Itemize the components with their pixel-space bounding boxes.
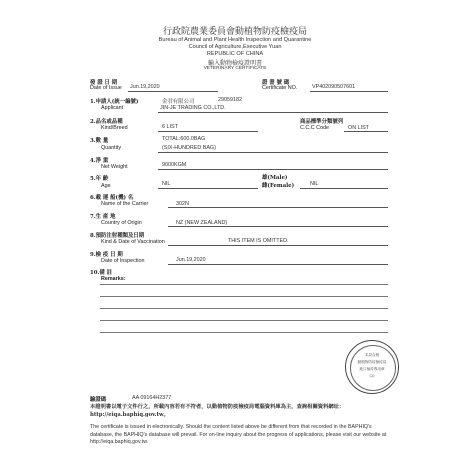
official-seal: [345, 340, 399, 394]
carrier-underline: [168, 207, 388, 208]
kind-label-en: Kind/Breed: [101, 125, 128, 131]
origin-label-cn: 7.生 產 地: [90, 214, 116, 220]
applicant-name-cn: 金君有限公司: [162, 99, 195, 105]
footer-note-en: The certificate is issued in electronically. Should the content listed above be different from that recorded in the BAPHIQ's database, the BAPHIQ's database will prevail. For on-line inquiry about the progress of applications, please visit our website at http://eiqa.baphiq.gov.tw.: [90, 424, 387, 446]
council-title-en: Council of Agriculture,Executive Yuan: [188, 44, 282, 50]
vaccination-value: THIS ITEM IS OMITTED.: [228, 238, 289, 244]
kind-label-cn: 2.品名或品種: [90, 119, 123, 125]
cert-no-label-en: Certificate NO.: [262, 85, 298, 91]
applicant-label-cn: 1.申請人(統一編號): [90, 99, 139, 105]
issue-date-label-cn: 發 證 日 期: [90, 80, 118, 86]
male-label: 雄(Male): [262, 175, 288, 181]
issue-date-label-en: Date of Issue: [90, 85, 122, 91]
origin-label-en: Country of Origin: [101, 220, 142, 226]
cert-no-label-cn: 證 書 號 碼: [262, 80, 290, 86]
country-title-en: REPUBLIC OF CHINA: [206, 51, 264, 57]
sex-value: NIL: [310, 181, 319, 187]
age-value: NIL: [162, 181, 171, 187]
origin-underline: [168, 226, 388, 227]
remarks-label-en: Remarks:: [101, 276, 126, 282]
inspection-underline: [168, 264, 388, 265]
vaccination-label-en: Kind & Date of Vaccination: [101, 239, 165, 245]
footer-note-cn: 本證明書以電子文件行之，所載內容若有不符者，以動植物防疫檢疫局電腦資料庫為主，查詢相關資料網址：http://eiqa.baphiq.gov.tw。: [90, 404, 345, 418]
remarks-line: [100, 308, 388, 309]
cert-no-underline: [310, 91, 388, 92]
inspection-label-cn: 9.檢 疫 日 期: [90, 252, 123, 258]
vaccination-label-cn: 8.預防注射種類及日期: [90, 233, 145, 239]
net-weight-label-en: Net Weight: [101, 164, 128, 170]
seal-text: 本局合格: [364, 353, 380, 357]
age-label-cn: 5.年 齡: [90, 176, 109, 182]
kind-value: 6 LIST: [162, 124, 178, 130]
female-label: 雌(Female): [262, 183, 295, 189]
seal-text: 進口檢疫專用章: [359, 367, 385, 371]
seal-text: (2): [369, 374, 375, 378]
age-label-en: Age: [101, 183, 111, 189]
quantity-total: TOTAL:600.0BAG: [162, 136, 206, 142]
net-weight-label-cn: 4.淨 重: [90, 158, 109, 164]
quantity-label-en: Quantity: [101, 145, 122, 151]
quantity-label-cn: 3.數 量: [90, 138, 109, 144]
seal-text: 動植物防疫檢疫局: [357, 360, 387, 364]
remarks-line: [100, 332, 388, 333]
carrier-label-cn: 6.載 運 船(機) 名: [90, 195, 134, 201]
issue-date-value: Jun.19,2020: [130, 84, 160, 90]
certificate-title-cn: 輸入動物檢疫證明書: [207, 60, 262, 67]
net-weight-underline: [158, 169, 388, 170]
carrier-label-en: Name of the Carrier: [101, 201, 149, 207]
cert-no-value: VP402090507601: [312, 84, 356, 90]
verification-label: 驗證碼: [90, 397, 107, 403]
ccc-label-cn: 商品標準分類號列: [300, 119, 344, 125]
bureau-title-en: Bureau of Animal and Plant Health Inspection and Quarantine: [158, 37, 312, 43]
carrier-value: 302N: [176, 201, 189, 207]
remarks-line: [100, 320, 388, 321]
ccc-underline: [344, 131, 388, 132]
inspection-value: Jun.19,2020: [176, 257, 206, 263]
kind-underline: [158, 131, 258, 132]
vaccination-underline: [168, 245, 388, 246]
bureau-title-cn: 行政院農業委員會動植物防疫檢疫局: [162, 27, 307, 37]
inspection-label-en: Date of Inspection: [101, 258, 145, 264]
net-weight-value: 9000KGM: [162, 162, 187, 168]
verification-code: AA 09164H2377: [132, 395, 172, 401]
remarks-line: [100, 296, 388, 297]
remarks-label-cn: 10.備 註: [90, 270, 113, 276]
ccc-label-en: C.C.C Code: [300, 125, 330, 131]
remarks-line: [100, 284, 388, 285]
applicant-id: 29059182: [218, 97, 242, 103]
sex-underline: [300, 188, 388, 189]
quantity-underline: [158, 152, 388, 153]
applicant-name-en: JIN-JE TRADING CO.,LTD.: [160, 105, 226, 111]
age-underline: [158, 188, 258, 189]
certificate-title-en: VETERINARY CERTIFICATE: [203, 66, 267, 71]
issue-date-underline: [128, 91, 218, 92]
applicant-label-en: Applicant: [101, 105, 124, 111]
applicant-underline: [158, 112, 388, 113]
quantity-words: (SIX-HUNDRED BAG): [162, 145, 216, 151]
ccc-value: ON LIST: [348, 125, 369, 131]
origin-value: NZ (NEW ZEALAND): [176, 220, 228, 226]
